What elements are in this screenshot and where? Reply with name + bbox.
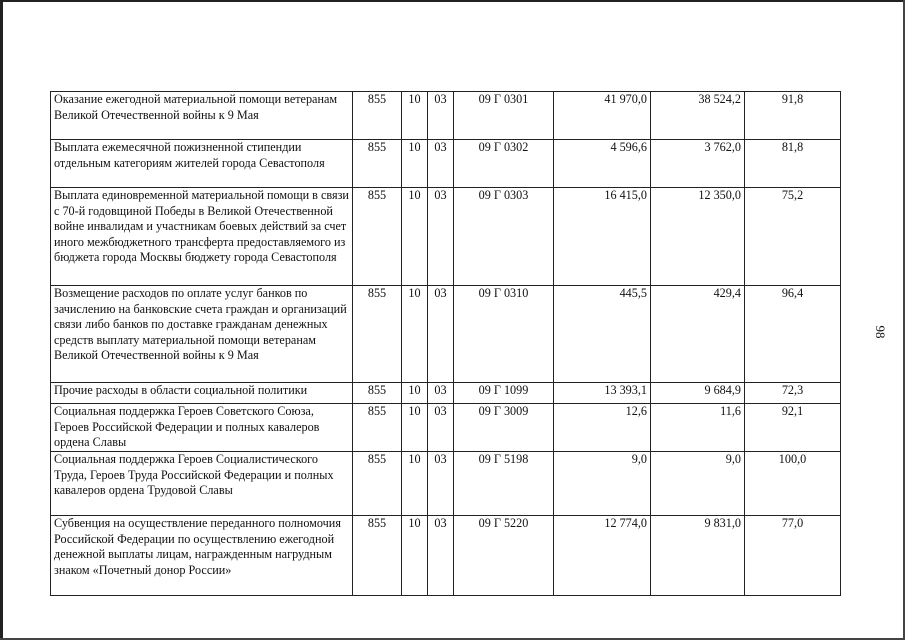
cell-section-code: 10 [402, 383, 428, 404]
cell-actual-amount: 3 762,0 [651, 140, 745, 188]
cell-execution-percent: 92,1 [745, 404, 841, 452]
cell-section-code: 10 [402, 516, 428, 596]
cell-actual-amount: 38 524,2 [651, 92, 745, 140]
cell-planned-amount: 12,6 [554, 404, 651, 452]
table-row [51, 286, 841, 383]
cell-department-code: 855 [353, 140, 402, 188]
cell-execution-percent: 91,8 [745, 92, 841, 140]
cell-expense-name: Прочие расходы в области социальной политики [51, 383, 353, 404]
cell-section-code: 10 [402, 452, 428, 516]
cell-section-code: 10 [402, 140, 428, 188]
cell-target-article: 09 Г 5220 [454, 516, 554, 596]
cell-planned-amount: 41 970,0 [554, 92, 651, 140]
table-row [51, 516, 841, 596]
table-body [51, 92, 841, 596]
table-row [51, 92, 841, 140]
cell-planned-amount: 16 415,0 [554, 188, 651, 286]
cell-expense-name: Возмещение расходов по оплате услуг банков по зачислению на банковские счета граждан и организаций связи либо банков по доставке гражданам денежных средств выплату материальной помощи ветеранам Великой Отечественной войны к 9 Мая [51, 286, 353, 383]
scan-border-top [0, 0, 905, 2]
cell-actual-amount: 9 684,9 [651, 383, 745, 404]
cell-department-code: 855 [353, 383, 402, 404]
cell-department-code: 855 [353, 452, 402, 516]
cell-section-code: 10 [402, 188, 428, 286]
cell-actual-amount: 9 831,0 [651, 516, 745, 596]
cell-execution-percent: 75,2 [745, 188, 841, 286]
table-row [51, 383, 841, 404]
cell-subsection-code: 03 [428, 452, 454, 516]
cell-department-code: 855 [353, 404, 402, 452]
cell-target-article: 09 Г 1099 [454, 383, 554, 404]
cell-department-code: 855 [353, 188, 402, 286]
cell-subsection-code: 03 [428, 516, 454, 596]
cell-actual-amount: 9,0 [651, 452, 745, 516]
cell-section-code: 10 [402, 286, 428, 383]
cell-execution-percent: 81,8 [745, 140, 841, 188]
cell-subsection-code: 03 [428, 92, 454, 140]
cell-department-code: 855 [353, 286, 402, 383]
budget-expenditure-table [50, 91, 841, 596]
page-number: 98 [873, 325, 888, 339]
cell-department-code: 855 [353, 92, 402, 140]
cell-expense-name: Выплата ежемесячной пожизненной стипендии отдельным категориям жителей города Севастополя [51, 140, 353, 188]
cell-execution-percent: 100,0 [745, 452, 841, 516]
cell-section-code: 10 [402, 404, 428, 452]
table-row [51, 140, 841, 188]
cell-planned-amount: 9,0 [554, 452, 651, 516]
cell-target-article: 09 Г 0301 [454, 92, 554, 140]
table-row [51, 452, 841, 516]
cell-expense-name: Выплата единовременной материальной помощи в связи с 70-й годовщиной Победы в Великой Отечественной войне инвалидам и участникам боевых действий за счет иного межбюджетного трансферта предоставляемого из бюджета города Москвы бюджету города Севастополя [51, 188, 353, 286]
scan-border-left [0, 0, 3, 640]
cell-planned-amount: 445,5 [554, 286, 651, 383]
cell-target-article: 09 Г 0302 [454, 140, 554, 188]
cell-actual-amount: 11,6 [651, 404, 745, 452]
cell-subsection-code: 03 [428, 140, 454, 188]
table-row [51, 188, 841, 286]
cell-subsection-code: 03 [428, 404, 454, 452]
cell-target-article: 09 Г 5198 [454, 452, 554, 516]
cell-subsection-code: 03 [428, 383, 454, 404]
cell-expense-name: Оказание ежегодной материальной помощи ветеранам Великой Отечественной войны к 9 Мая [51, 92, 353, 140]
cell-expense-name: Субвенция на осуществление переданного полномочия Российской Федерации по осуществлению ежегодной денежной выплаты лицам, награжденным нагрудным знаком «Почетный донор России» [51, 516, 353, 596]
cell-expense-name: Социальная поддержка Героев Социалистического Труда, Героев Труда Российской Федерации и полных кавалеров ордена Трудовой Славы [51, 452, 353, 516]
cell-target-article: 09 Г 3009 [454, 404, 554, 452]
table-row [51, 404, 841, 452]
cell-planned-amount: 4 596,6 [554, 140, 651, 188]
cell-execution-percent: 77,0 [745, 516, 841, 596]
cell-department-code: 855 [353, 516, 402, 596]
cell-subsection-code: 03 [428, 286, 454, 383]
cell-planned-amount: 12 774,0 [554, 516, 651, 596]
cell-section-code: 10 [402, 92, 428, 140]
cell-actual-amount: 429,4 [651, 286, 745, 383]
cell-subsection-code: 03 [428, 188, 454, 286]
cell-target-article: 09 Г 0310 [454, 286, 554, 383]
cell-execution-percent: 72,3 [745, 383, 841, 404]
cell-planned-amount: 13 393,1 [554, 383, 651, 404]
cell-expense-name: Социальная поддержка Героев Советского Союза, Героев Российской Федерации и полных кавалеров ордена Славы [51, 404, 353, 452]
cell-execution-percent: 96,4 [745, 286, 841, 383]
cell-target-article: 09 Г 0303 [454, 188, 554, 286]
cell-actual-amount: 12 350,0 [651, 188, 745, 286]
